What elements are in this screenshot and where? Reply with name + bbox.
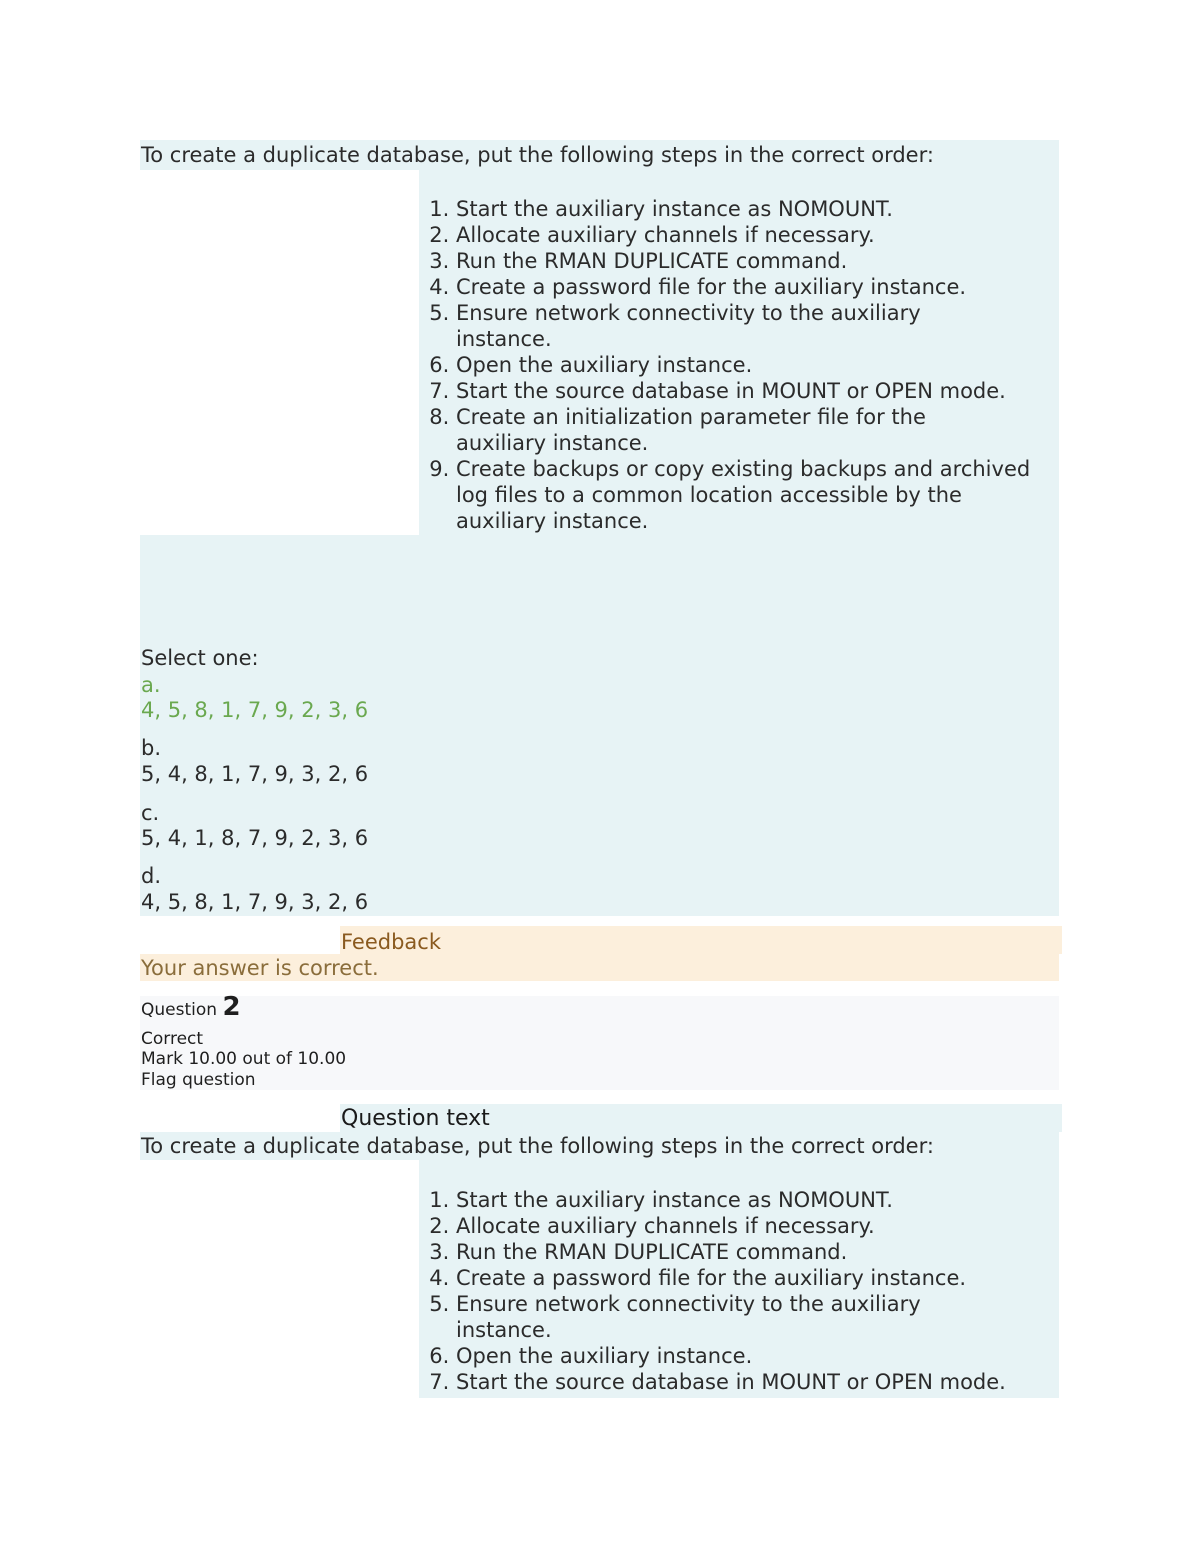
list-item: 4. Create a password file for the auxiliary instance. — [456, 274, 1096, 300]
list-item: 2. Allocate auxiliary channels if necessary. — [456, 222, 1096, 248]
question1-steps-list — [420, 196, 1096, 534]
list-item: 5. Ensure network connectivity to the auxiliary instance. — [456, 300, 956, 352]
option-c-letter[interactable]: c. — [141, 801, 160, 825]
option-a-letter[interactable]: a. — [141, 673, 161, 697]
feedback-text: Your answer is correct. — [141, 956, 379, 980]
list-item: 3. Run the RMAN DUPLICATE command. — [456, 1239, 1096, 1265]
list-item: 7. Start the source database in MOUNT or OPEN mode. — [456, 1369, 1096, 1395]
question1-answer-bg — [140, 535, 1059, 916]
question-mark: Mark 10.00 out of 10.00 — [141, 1049, 347, 1069]
option-d-text[interactable]: 4, 5, 8, 1, 7, 9, 3, 2, 6 — [141, 890, 369, 914]
list-item: 6. Open the auxiliary instance. — [456, 1343, 1096, 1369]
option-c-text[interactable]: 5, 4, 1, 8, 7, 9, 2, 3, 6 — [141, 826, 369, 850]
question2-info-box — [140, 996, 1059, 1090]
option-a-text[interactable]: 4, 5, 8, 1, 7, 9, 2, 3, 6 — [141, 698, 369, 722]
question2-steps-list — [420, 1187, 1096, 1395]
list-item: 2. Allocate auxiliary channels if necessary. — [456, 1213, 1096, 1239]
flag-question-link[interactable]: Flag question — [141, 1070, 256, 1090]
list-item: 9. Create backups or copy existing backups and archived log files to a common location accessible by the auxiliary instance. — [456, 456, 1031, 534]
question1-prompt: To create a duplicate database, put the following steps in the correct order: — [141, 143, 934, 167]
question-label: Question — [141, 1000, 218, 1020]
list-item: 1. Start the auxiliary instance as NOMOUNT. — [456, 1187, 1096, 1213]
option-d-letter[interactable]: d. — [141, 864, 162, 888]
feedback-title-bg — [340, 926, 1062, 954]
option-b-text[interactable]: 5, 4, 8, 1, 7, 9, 3, 2, 6 — [141, 762, 369, 786]
list-item: 8. Create an initialization parameter file for the auxiliary instance. — [456, 404, 976, 456]
question-state: Correct — [141, 1029, 204, 1049]
question2-header — [141, 992, 241, 1022]
option-b-letter[interactable]: b. — [141, 736, 162, 760]
feedback-title: Feedback — [341, 930, 442, 954]
list-item: 3. Run the RMAN DUPLICATE command. — [456, 248, 1096, 274]
question-number: 2 — [222, 992, 241, 1022]
question2-prompt: To create a duplicate database, put the following steps in the correct order: — [141, 1134, 934, 1158]
list-item: 6. Open the auxiliary instance. — [456, 352, 1096, 378]
list-item: 7. Start the source database in MOUNT or OPEN mode. — [456, 378, 1096, 404]
question-text-title: Question text — [341, 1106, 490, 1131]
select-one-label: Select one: — [141, 646, 259, 670]
list-item: 5. Ensure network connectivity to the auxiliary instance. — [456, 1291, 956, 1343]
list-item: 4. Create a password file for the auxiliary instance. — [456, 1265, 1096, 1291]
list-item: 1. Start the auxiliary instance as NOMOUNT. — [456, 196, 1096, 222]
